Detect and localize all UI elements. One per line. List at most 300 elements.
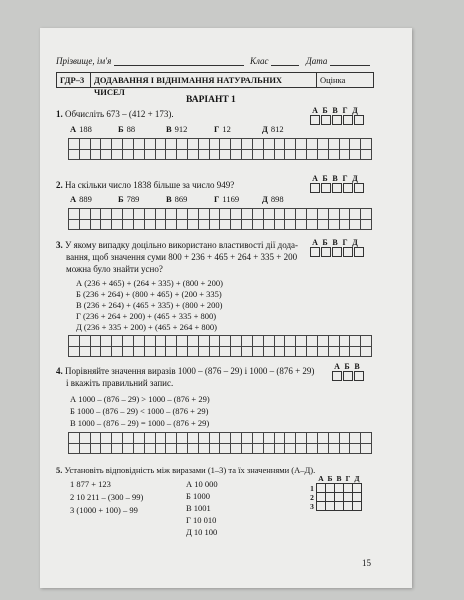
grid-cell[interactable] [220, 209, 231, 220]
grid-cell[interactable] [210, 336, 221, 347]
grid-cell[interactable] [242, 150, 253, 161]
grid-cell[interactable] [166, 139, 177, 150]
match-cell[interactable] [344, 502, 353, 511]
grid-cell[interactable] [210, 150, 221, 161]
grid-cell[interactable] [275, 347, 286, 358]
grid-cell[interactable] [134, 444, 145, 455]
grid-cell[interactable] [220, 433, 231, 444]
grid-cell[interactable] [318, 347, 329, 358]
q1-box-g[interactable] [343, 115, 353, 125]
q2-work-grid[interactable] [68, 208, 372, 230]
grid-cell[interactable] [145, 336, 156, 347]
q2-box-v[interactable] [332, 183, 342, 193]
grid-cell[interactable] [188, 220, 199, 231]
grid-cell[interactable] [80, 433, 91, 444]
grid-cell[interactable] [210, 209, 221, 220]
grid-cell[interactable] [340, 433, 351, 444]
match-cell[interactable] [344, 493, 353, 502]
grid-cell[interactable] [296, 336, 307, 347]
grid-cell[interactable] [296, 209, 307, 220]
grid-cell[interactable] [123, 336, 134, 347]
grid-cell[interactable] [210, 433, 221, 444]
grid-cell[interactable] [350, 347, 361, 358]
grid-cell[interactable] [329, 209, 340, 220]
match-cell[interactable] [326, 484, 335, 493]
grid-cell[interactable] [350, 444, 361, 455]
grid-cell[interactable] [210, 444, 221, 455]
grid-cell[interactable] [329, 150, 340, 161]
grid-cell[interactable] [80, 444, 91, 455]
grid-cell[interactable] [231, 336, 242, 347]
grid-cell[interactable] [242, 139, 253, 150]
grid-cell[interactable] [361, 433, 372, 444]
grid-cell[interactable] [307, 347, 318, 358]
q1-option-a[interactable] [70, 124, 118, 134]
grid-cell[interactable] [166, 444, 177, 455]
grid-cell[interactable] [253, 347, 264, 358]
grid-cell[interactable] [329, 433, 340, 444]
grid-cell[interactable] [350, 139, 361, 150]
q1-option-v[interactable] [166, 124, 214, 134]
grid-cell[interactable] [166, 209, 177, 220]
grid-cell[interactable] [101, 209, 112, 220]
grid-cell[interactable] [242, 444, 253, 455]
grid-cell[interactable] [199, 347, 210, 358]
grid-cell[interactable] [166, 347, 177, 358]
grid-cell[interactable] [220, 150, 231, 161]
q2-option-v[interactable] [166, 194, 214, 204]
grid-cell[interactable] [275, 139, 286, 150]
q4-box-v[interactable] [354, 371, 364, 381]
grid-cell[interactable] [134, 336, 145, 347]
grid-cell[interactable] [80, 139, 91, 150]
grid-cell[interactable] [188, 433, 199, 444]
q3-box-b[interactable] [321, 247, 331, 257]
grid-cell[interactable] [285, 220, 296, 231]
grid-cell[interactable] [296, 220, 307, 231]
grid-cell[interactable] [134, 150, 145, 161]
grid-cell[interactable] [156, 209, 167, 220]
grid-cell[interactable] [361, 444, 372, 455]
date-field[interactable] [330, 56, 370, 66]
grid-cell[interactable] [264, 336, 275, 347]
grid-cell[interactable] [307, 220, 318, 231]
grid-cell[interactable] [210, 220, 221, 231]
grid-cell[interactable] [242, 220, 253, 231]
grid-cell[interactable] [296, 150, 307, 161]
match-cell[interactable] [326, 502, 335, 511]
grid-cell[interactable] [318, 139, 329, 150]
letter-a: А [334, 362, 340, 371]
letter-v: В [332, 106, 338, 115]
grid-cell[interactable] [177, 220, 188, 231]
q4-option-b[interactable]: Б 1000 – (876 – 29) < 1000 – (876 + 29) [70, 406, 209, 416]
grid-cell[interactable] [220, 444, 231, 455]
q4-box-b[interactable] [343, 371, 353, 381]
grid-cell[interactable] [134, 433, 145, 444]
grid-cell[interactable] [242, 336, 253, 347]
grid-cell[interactable] [210, 347, 221, 358]
grid-cell[interactable] [69, 444, 80, 455]
grid-cell[interactable] [80, 150, 91, 161]
grid-cell[interactable] [361, 336, 372, 347]
match-cell[interactable] [317, 484, 326, 493]
grid-cell[interactable] [123, 347, 134, 358]
grid-cell[interactable] [285, 209, 296, 220]
grid-cell[interactable] [166, 336, 177, 347]
grid-cell[interactable] [166, 150, 177, 161]
grid-cell[interactable] [156, 150, 167, 161]
option-value: 12 [222, 124, 231, 134]
grid-cell[interactable] [199, 220, 210, 231]
grid-cell[interactable] [177, 347, 188, 358]
grid-cell[interactable] [264, 150, 275, 161]
grid-cell[interactable] [199, 444, 210, 455]
grid-cell[interactable] [329, 139, 340, 150]
grid-cell[interactable] [91, 139, 102, 150]
grid-cell[interactable] [242, 433, 253, 444]
grid-cell[interactable] [123, 150, 134, 161]
grid-cell[interactable] [296, 139, 307, 150]
grid-cell[interactable] [253, 150, 264, 161]
grid-cell[interactable] [264, 139, 275, 150]
grid-cell[interactable] [231, 444, 242, 455]
grid-cell[interactable] [199, 433, 210, 444]
grid-cell[interactable] [231, 433, 242, 444]
grid-cell[interactable] [253, 220, 264, 231]
grid-cell[interactable] [145, 444, 156, 455]
grid-cell[interactable] [69, 220, 80, 231]
grid-cell[interactable] [188, 347, 199, 358]
grid-cell[interactable] [123, 209, 134, 220]
grid-cell[interactable] [318, 433, 329, 444]
grid-cell[interactable] [318, 336, 329, 347]
grid-cell[interactable] [91, 336, 102, 347]
q3-option-v[interactable]: В (236 + 264) + (465 + 335) + (800 + 200) [76, 300, 223, 310]
q1-box-v[interactable] [332, 115, 342, 125]
q1-box-d[interactable] [354, 115, 364, 125]
match-cell[interactable] [344, 484, 353, 493]
q3-option-d[interactable]: Д (236 + 335 + 200) + (465 + 264 + 800) [76, 322, 217, 332]
grid-cell[interactable] [156, 220, 167, 231]
grid-cell[interactable] [220, 139, 231, 150]
grid-cell[interactable] [188, 139, 199, 150]
q3-box-v[interactable] [332, 247, 342, 257]
grid-cell[interactable] [210, 139, 221, 150]
grid-cell[interactable] [177, 336, 188, 347]
grid-cell[interactable] [69, 150, 80, 161]
grid-cell[interactable] [156, 139, 167, 150]
match-cell[interactable] [317, 502, 326, 511]
grid-cell[interactable] [91, 220, 102, 231]
grid-cell[interactable] [361, 220, 372, 231]
grid-cell[interactable] [166, 433, 177, 444]
grid-cell[interactable] [220, 220, 231, 231]
match-cell[interactable] [317, 493, 326, 502]
q1-option-g[interactable] [214, 124, 262, 134]
grid-cell[interactable] [264, 209, 275, 220]
grid-cell[interactable] [112, 433, 123, 444]
grid-cell[interactable] [91, 444, 102, 455]
q3-option-g[interactable]: Г (236 + 264 + 200) + (465 + 335 + 800) [76, 311, 217, 321]
q3-box-d[interactable] [354, 247, 364, 257]
grid-cell[interactable] [361, 347, 372, 358]
grid-cell[interactable] [275, 433, 286, 444]
grid-cell[interactable] [199, 150, 210, 161]
grid-cell[interactable] [329, 336, 340, 347]
grid-cell[interactable] [112, 444, 123, 455]
grid-cell[interactable] [307, 139, 318, 150]
grid-cell[interactable] [123, 444, 134, 455]
grid-cell[interactable] [80, 220, 91, 231]
grid-cell[interactable] [112, 150, 123, 161]
variant-heading: ВАРІАНТ 1 [186, 95, 236, 105]
q4-work-grid[interactable] [68, 432, 372, 454]
grid-cell[interactable] [188, 209, 199, 220]
grid-cell[interactable] [253, 139, 264, 150]
grid-cell[interactable] [188, 444, 199, 455]
grid-cell[interactable] [101, 347, 112, 358]
grid-cell[interactable] [242, 347, 253, 358]
grid-cell[interactable] [101, 150, 112, 161]
grid-cell[interactable] [231, 150, 242, 161]
grid-cell[interactable] [91, 347, 102, 358]
grid-cell[interactable] [231, 220, 242, 231]
q2-box-a[interactable] [310, 183, 320, 193]
grid-cell[interactable] [134, 209, 145, 220]
grid-cell[interactable] [340, 150, 351, 161]
grid-cell[interactable] [91, 150, 102, 161]
grid-cell[interactable] [264, 444, 275, 455]
grid-cell[interactable] [220, 336, 231, 347]
grid-cell[interactable] [285, 139, 296, 150]
q3-answer-boxes [310, 238, 365, 257]
grid-cell[interactable] [350, 336, 361, 347]
grid-cell[interactable] [123, 433, 134, 444]
grid-cell[interactable] [134, 347, 145, 358]
q1-box-b[interactable] [321, 115, 331, 125]
grid-cell[interactable] [199, 139, 210, 150]
grid-cell[interactable] [285, 336, 296, 347]
grid-cell[interactable] [177, 139, 188, 150]
match-cell[interactable] [326, 493, 335, 502]
match-row-label: 1 [310, 483, 314, 493]
letter-g: Г [342, 106, 348, 115]
grid-cell[interactable] [307, 150, 318, 161]
grid-cell[interactable] [177, 444, 188, 455]
q4-box-a[interactable] [332, 371, 342, 381]
grid-cell[interactable] [166, 220, 177, 231]
test-code: ГДР–3 [57, 73, 91, 87]
grid-cell[interactable] [231, 347, 242, 358]
grid-cell[interactable] [275, 444, 286, 455]
grid-cell[interactable] [188, 336, 199, 347]
grid-cell[interactable] [145, 220, 156, 231]
grid-cell[interactable] [80, 336, 91, 347]
grid-cell[interactable] [242, 209, 253, 220]
class-field[interactable] [271, 56, 299, 66]
grid-cell[interactable] [69, 433, 80, 444]
q4-answer-letters [332, 362, 365, 371]
q2-box-b[interactable] [321, 183, 331, 193]
grid-cell[interactable] [361, 209, 372, 220]
q2-option-d[interactable] [262, 194, 310, 204]
q2-box-g[interactable] [343, 183, 353, 193]
q3-option-b[interactable]: Б (236 + 264) + (800 + 465) + (200 + 335) [76, 289, 222, 299]
grid-cell[interactable] [296, 444, 307, 455]
grid-cell[interactable] [340, 139, 351, 150]
grid-cell[interactable] [296, 433, 307, 444]
grid-cell[interactable] [112, 336, 123, 347]
grid-cell[interactable] [340, 209, 351, 220]
grid-cell[interactable] [340, 220, 351, 231]
match-cell[interactable] [353, 502, 362, 511]
letter-d: Д [352, 238, 358, 247]
grid-cell[interactable] [264, 347, 275, 358]
grid-cell[interactable] [253, 209, 264, 220]
grid-cell[interactable] [101, 139, 112, 150]
match-cell[interactable] [335, 493, 344, 502]
grid-cell[interactable] [112, 347, 123, 358]
option-letter: А [70, 194, 77, 204]
grid-cell[interactable] [318, 444, 329, 455]
grid-cell[interactable] [275, 220, 286, 231]
grid-cell[interactable] [318, 209, 329, 220]
match-cell[interactable] [353, 484, 362, 493]
q1-work-grid[interactable] [68, 138, 372, 160]
q4-option-v[interactable]: В 1000 – (876 – 29) = 1000 – (876 + 29) [70, 418, 210, 428]
q3-option-a[interactable]: А (236 + 465) + (264 + 335) + (800 + 200) [76, 278, 223, 288]
grid-cell[interactable] [80, 347, 91, 358]
grid-cell[interactable] [69, 209, 80, 220]
grid-cell[interactable] [80, 209, 91, 220]
grid-cell[interactable] [145, 209, 156, 220]
q2-option-a[interactable] [70, 194, 118, 204]
q2-answer-letters [310, 174, 365, 183]
grid-cell[interactable] [318, 150, 329, 161]
grid-cell[interactable] [101, 336, 112, 347]
grid-cell[interactable] [350, 209, 361, 220]
grid-cell[interactable] [307, 433, 318, 444]
grid-cell[interactable] [156, 444, 167, 455]
q3-box-g[interactable] [343, 247, 353, 257]
q1-box-a[interactable] [310, 115, 320, 125]
grid-cell[interactable] [253, 444, 264, 455]
grid-cell[interactable] [329, 347, 340, 358]
grid-cell[interactable] [253, 433, 264, 444]
grid-cell[interactable] [220, 347, 231, 358]
grid-cell[interactable] [112, 209, 123, 220]
grid-cell[interactable] [329, 444, 340, 455]
grid-cell[interactable] [101, 220, 112, 231]
grid-cell[interactable] [340, 444, 351, 455]
grid-cell[interactable] [177, 209, 188, 220]
q1-answer-letters [310, 106, 365, 115]
grid-cell[interactable] [134, 220, 145, 231]
grid-cell[interactable] [199, 336, 210, 347]
grid-cell[interactable] [112, 139, 123, 150]
grid-cell[interactable] [91, 209, 102, 220]
grid-cell[interactable] [145, 139, 156, 150]
grid-cell[interactable] [361, 150, 372, 161]
grid-cell[interactable] [112, 220, 123, 231]
grid-cell[interactable] [188, 150, 199, 161]
q1-option-b[interactable] [118, 124, 166, 134]
q3-work-grid[interactable] [68, 335, 372, 357]
grid-cell[interactable] [264, 220, 275, 231]
grid-cell[interactable] [199, 209, 210, 220]
grid-cell[interactable] [275, 150, 286, 161]
grid-cell[interactable] [340, 336, 351, 347]
grid-cell[interactable] [307, 336, 318, 347]
grid-cell[interactable] [275, 209, 286, 220]
grid-cell[interactable] [145, 347, 156, 358]
grid-cell[interactable] [101, 444, 112, 455]
grid-cell[interactable] [329, 220, 340, 231]
match-cell[interactable] [335, 484, 344, 493]
grid-cell[interactable] [145, 150, 156, 161]
grid-cell[interactable] [69, 336, 80, 347]
grid-cell[interactable] [318, 220, 329, 231]
grid-cell[interactable] [123, 139, 134, 150]
grid-cell[interactable] [123, 220, 134, 231]
grid-cell[interactable] [296, 347, 307, 358]
q4-option-a[interactable]: А 1000 – (876 – 29) > 1000 – (876 + 29) [70, 394, 210, 404]
q2-option-b[interactable] [118, 194, 166, 204]
surname-field[interactable] [114, 56, 244, 66]
grid-cell[interactable] [156, 336, 167, 347]
grid-cell[interactable] [231, 139, 242, 150]
grid-cell[interactable] [156, 433, 167, 444]
grid-cell[interactable] [285, 347, 296, 358]
grid-cell[interactable] [231, 209, 242, 220]
grid-cell[interactable] [350, 150, 361, 161]
q3-box-a[interactable] [310, 247, 320, 257]
grid-cell[interactable] [285, 444, 296, 455]
option-letter: А [70, 124, 77, 134]
match-cell[interactable] [335, 502, 344, 511]
q1-option-d[interactable] [262, 124, 310, 134]
grid-cell[interactable] [69, 139, 80, 150]
grid-cell[interactable] [307, 444, 318, 455]
option-value: 812 [270, 124, 284, 134]
grid-cell[interactable] [177, 150, 188, 161]
q3-number: 3. [56, 240, 63, 250]
grid-cell[interactable] [361, 139, 372, 150]
grid-cell[interactable] [134, 139, 145, 150]
grid-cell[interactable] [285, 150, 296, 161]
grid-cell[interactable] [69, 347, 80, 358]
grid-cell[interactable] [177, 433, 188, 444]
q2-option-g[interactable] [214, 194, 262, 204]
q2-box-d[interactable] [354, 183, 364, 193]
grid-cell[interactable] [285, 433, 296, 444]
grid-cell[interactable] [156, 347, 167, 358]
option-value: 188 [79, 124, 92, 134]
grid-cell[interactable] [350, 433, 361, 444]
grid-cell[interactable] [145, 433, 156, 444]
grid-cell[interactable] [101, 433, 112, 444]
grid-cell[interactable] [91, 433, 102, 444]
grid-cell[interactable] [350, 220, 361, 231]
grid-cell[interactable] [340, 347, 351, 358]
option-letter: Б [118, 124, 124, 134]
grid-cell[interactable] [264, 433, 275, 444]
match-cell[interactable] [353, 493, 362, 502]
grid-cell[interactable] [307, 209, 318, 220]
grid-cell[interactable] [275, 336, 286, 347]
grid-cell[interactable] [253, 336, 264, 347]
